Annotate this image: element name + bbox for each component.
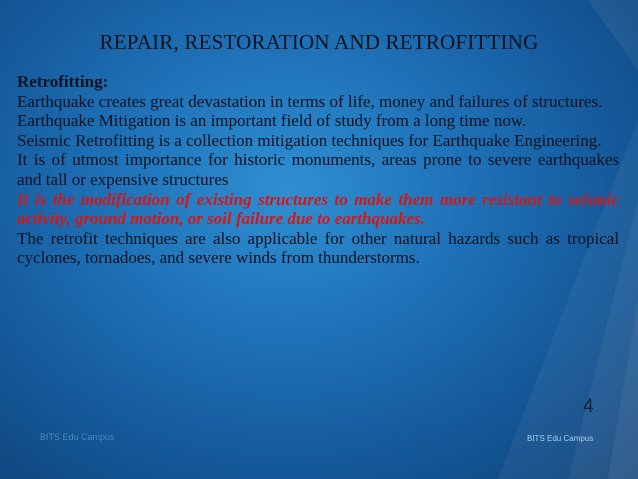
paragraph-definition-emphasis: It is the modification of existing structures to make them more resistant to seismic activity, ground motion, or soil failure due to earthquakes.	[17, 189, 619, 229]
paragraph-other-hazards: The retrofit techniques are also applicable for other natural hazards such as tropical cyclones, tornadoes, and severe winds from thunderstorms.	[17, 228, 619, 268]
paragraph-mitigation: Earthquake Mitigation is an important field of study from a long time now.	[17, 111, 527, 131]
section-heading: Retrofitting:	[17, 72, 109, 91]
paragraph-devastation: Earthquake creates great devastation in terms of life, money and failures of structures.	[17, 91, 603, 111]
page-number: 4	[583, 396, 594, 417]
footer-label: BITS Edu Campus	[527, 434, 594, 443]
paragraph-importance: It is of utmost importance for historic monuments, areas prone to severe earthquakes and tall or expensive structures	[17, 150, 619, 189]
paragraph-seismic-retrofitting: Seismic Retrofitting is a collection mitigation techniques for Earthquake Engineering.	[17, 130, 602, 150]
slide-body	[17, 72, 619, 268]
footer-watermark: BITS Edu Campus	[40, 432, 115, 442]
slide-title: REPAIR, RESTORATION AND RETROFITTING	[99, 30, 539, 54]
